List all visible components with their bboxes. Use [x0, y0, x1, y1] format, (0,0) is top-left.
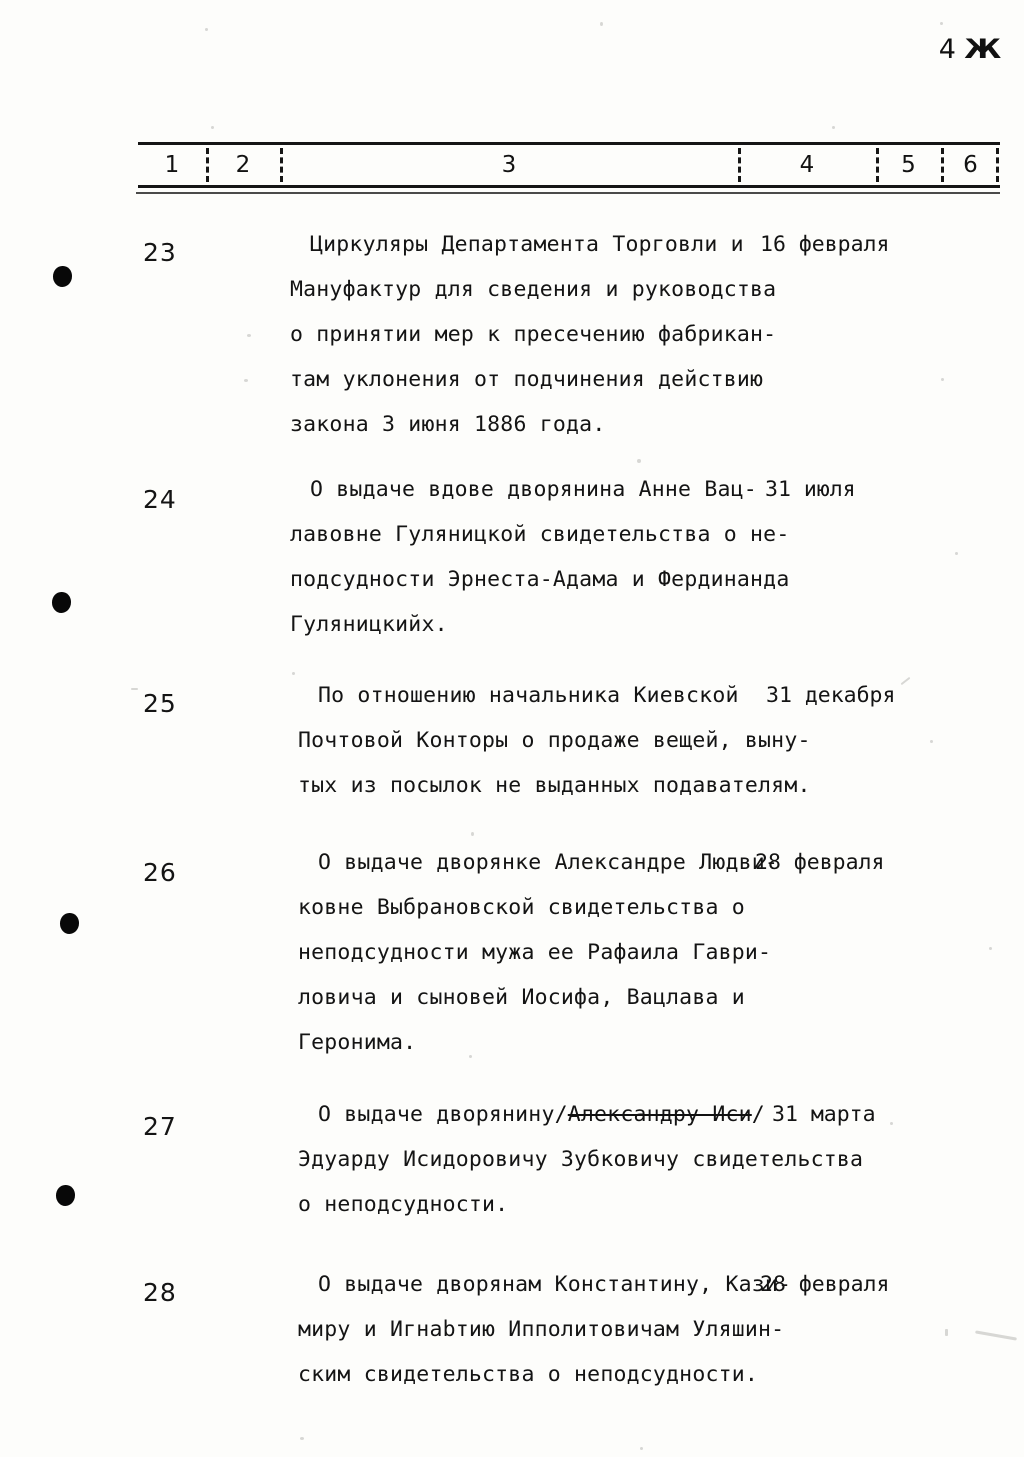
record-date: 31 марта — [772, 1102, 876, 1127]
record-line: ковне Выбрановской свидетельства о — [298, 895, 745, 920]
column-header-cell-4 — [738, 145, 876, 185]
paper-speckle — [131, 688, 138, 690]
page-number-text: 4 — [938, 34, 966, 65]
binding-hole-mark — [53, 266, 72, 287]
record-line: Почтовой Конторы о продаже вещей, выну- — [298, 728, 811, 753]
record-date: 28 февраля — [755, 850, 885, 875]
record-line-suffix: / — [751, 1102, 765, 1127]
record-line: Циркуляры Департамента Торговли и — [310, 232, 744, 257]
record-line: там уклонения от подчинения действию — [290, 367, 764, 392]
overstruck-stamp-mark: Ж — [964, 34, 998, 65]
record-line: о принятии мер к пресечению фабрикан- — [290, 322, 777, 347]
record-line: ловича и сыновей Иосифа, Вацлава и — [298, 985, 745, 1010]
paper-speckle — [637, 459, 641, 463]
paper-speckle — [292, 672, 295, 675]
paper-speckle — [247, 334, 251, 337]
paper-speckle — [211, 126, 214, 129]
paper-speckle — [940, 22, 943, 25]
column-header-label-1: 1 — [164, 152, 180, 178]
record-line: тых из посылок не выданных подавателям. — [298, 773, 811, 798]
record-date: 31 июля — [765, 477, 856, 502]
paper-speckle — [300, 1437, 304, 1440]
record-date: 28 февраля — [760, 1272, 890, 1297]
binding-hole-mark — [52, 592, 71, 613]
record-line: О выдаче вдове дворянина Анне Вац- — [310, 477, 757, 502]
paper-speckle — [941, 378, 944, 381]
paper-speckle — [205, 28, 208, 31]
record-line: По отношению начальника Киевской — [318, 683, 739, 708]
paper-speckle — [955, 552, 958, 555]
column-header-cell-3 — [280, 145, 738, 185]
binding-hole-mark — [60, 913, 79, 934]
record-line: Мануфактур для сведения и руководства — [290, 277, 777, 302]
record-date: 31 декабря — [766, 683, 896, 708]
record-line-prefix: О выдаче дворянину/ — [318, 1102, 568, 1127]
record-line: ским свидетельства о неподсудности. — [298, 1362, 759, 1387]
record-number: 24 — [143, 485, 177, 514]
column-header-label-4: 4 — [799, 152, 815, 178]
record-line: Геронима. — [298, 1030, 417, 1055]
record-line: Эдуарду Исидоровичу Зубковичу свидетельства — [298, 1147, 864, 1172]
paper-speckle — [640, 1447, 643, 1450]
record-line: миру и Игнаbтию Ипполитовичам Уляшин- — [298, 1317, 785, 1342]
record-line: закона 3 июня 1886 года. — [290, 412, 606, 437]
record-line: Гуляницкийх. — [290, 612, 448, 637]
paper-speckle — [469, 1055, 472, 1058]
paper-speckle — [989, 947, 992, 950]
record-date: 16 февраля — [760, 232, 890, 257]
record-line: О выдаче дворянам Константину, Кази- — [318, 1272, 792, 1297]
record-number: 25 — [143, 689, 177, 718]
paper-speckle — [244, 379, 248, 382]
column-header-cell-1 — [138, 145, 206, 185]
paper-speckle — [930, 740, 933, 743]
paper-speckle — [945, 1329, 948, 1336]
record-line: неподсудности мужа ее Рафаила Гаври- — [298, 940, 772, 965]
column-header-label-3: 3 — [501, 152, 517, 178]
column-header-cell-6 — [941, 145, 1000, 185]
struck-out-text: Александру-Иси — [567, 1102, 752, 1127]
column-header-label-6: 6 — [963, 152, 978, 178]
record-line: подсудности Эрнеста-Адама и Фердинанда — [290, 567, 790, 592]
record-line: О выдаче дворянке Александре Людви- — [318, 850, 779, 875]
record-line: лавовне Гуляницкой свидетельства о не- — [290, 522, 790, 547]
binding-hole-mark — [56, 1185, 75, 1206]
column-header-cell-5 — [876, 145, 941, 185]
paper-speckle — [600, 22, 603, 26]
column-divider-6 — [996, 148, 999, 182]
paper-speckle — [890, 1122, 893, 1125]
column-header-label-5: 5 — [901, 152, 916, 178]
column-header-cell-2 — [206, 145, 280, 185]
column-number-header — [138, 142, 1000, 188]
record-number: 28 — [143, 1278, 177, 1307]
folio-page-number — [939, 34, 996, 65]
paper-speckle — [832, 126, 835, 129]
record-number: 27 — [143, 1112, 177, 1141]
column-header-label-2: 2 — [235, 152, 251, 178]
paper-speckle — [975, 1330, 1017, 1340]
record-line: о неподсудности. — [298, 1192, 509, 1217]
record-number: 26 — [143, 858, 177, 887]
record-number: 23 — [143, 238, 177, 267]
paper-speckle — [471, 832, 474, 836]
